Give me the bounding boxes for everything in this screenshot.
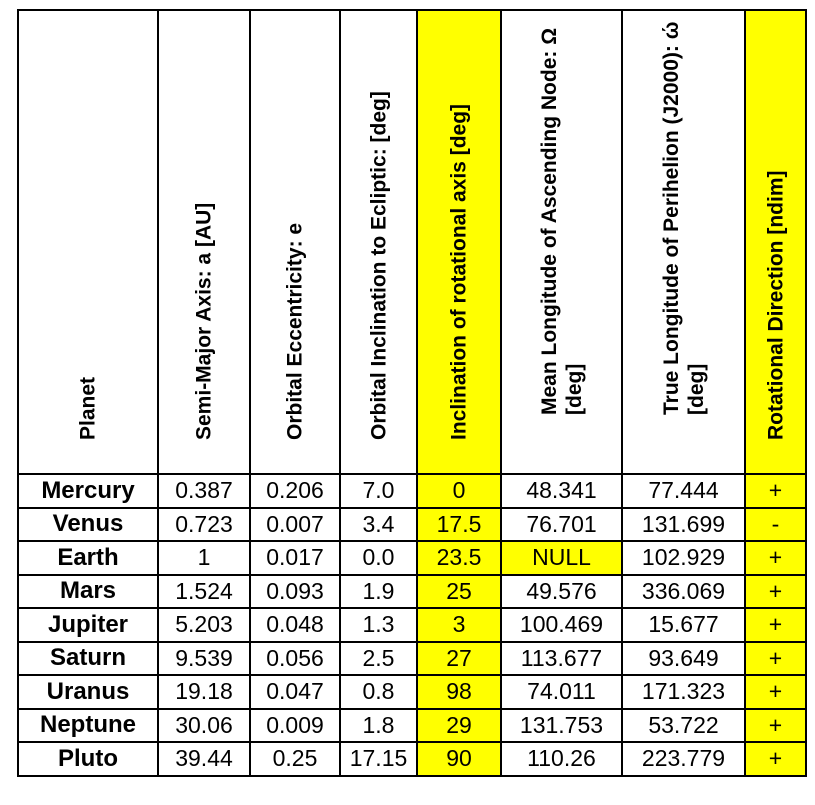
table-row — [18, 508, 806, 542]
cell-eccentricity: 0.009 — [250, 709, 340, 743]
cell-inclination-axis: 17.5 — [417, 508, 501, 542]
cell-planet: Earth — [18, 541, 158, 575]
cell-ascending-node: 76.701 — [501, 508, 622, 542]
cell-inclination-axis: 90 — [417, 742, 501, 776]
cell-ascending-node: 131.753 — [501, 709, 622, 743]
cell-perihelion: 102.929 — [622, 541, 745, 575]
cell-eccentricity: 0.206 — [250, 474, 340, 508]
header-semi-major-axis — [158, 10, 250, 474]
cell-inclination-ecliptic: 17.15 — [340, 742, 417, 776]
table-row — [18, 642, 806, 676]
table-row — [18, 675, 806, 709]
header-planet — [18, 10, 158, 474]
cell-planet: Neptune — [18, 709, 158, 743]
cell-perihelion: 93.649 — [622, 642, 745, 676]
cell-eccentricity: 0.25 — [250, 742, 340, 776]
header-inclination-ecliptic-label: Orbital Inclination to Ecliptic: [deg] — [367, 91, 390, 440]
cell-perihelion: 15.677 — [622, 608, 745, 642]
cell-inclination-ecliptic: 0.8 — [340, 675, 417, 709]
cell-inclination-axis: 0 — [417, 474, 501, 508]
header-inclination-axis — [417, 10, 501, 474]
header-inclination-ecliptic — [340, 10, 417, 474]
cell-planet: Mercury — [18, 474, 158, 508]
cell-semi-major-axis: 30.06 — [158, 709, 250, 743]
cell-inclination-ecliptic: 1.3 — [340, 608, 417, 642]
header-row — [18, 10, 806, 474]
table-row — [18, 709, 806, 743]
cell-planet: Pluto — [18, 742, 158, 776]
cell-inclination-axis: 23.5 — [417, 541, 501, 575]
cell-eccentricity: 0.048 — [250, 608, 340, 642]
cell-ascending-node-null: NULL — [501, 541, 622, 575]
cell-perihelion: 131.699 — [622, 508, 745, 542]
table-row — [18, 742, 806, 776]
planet-data-table — [17, 9, 807, 777]
cell-semi-major-axis: 39.44 — [158, 742, 250, 776]
cell-rotation-direction: - — [745, 508, 806, 542]
header-perihelion-label: True Longitude of Perihelion (J2000): ώ [deg] — [659, 21, 708, 415]
table-row — [18, 474, 806, 508]
cell-planet: Venus — [18, 508, 158, 542]
cell-inclination-ecliptic: 3.4 — [340, 508, 417, 542]
cell-semi-major-axis: 1.524 — [158, 575, 250, 609]
cell-eccentricity: 0.007 — [250, 508, 340, 542]
cell-ascending-node: 49.576 — [501, 575, 622, 609]
cell-planet: Mars — [18, 575, 158, 609]
table-row — [18, 541, 806, 575]
cell-ascending-node: 74.011 — [501, 675, 622, 709]
cell-inclination-ecliptic: 1.8 — [340, 709, 417, 743]
header-ascending-node-label: Mean Longitude of Ascending Node: Ω [deg] — [537, 27, 586, 415]
cell-perihelion: 223.779 — [622, 742, 745, 776]
cell-perihelion: 336.069 — [622, 575, 745, 609]
cell-rotation-direction: + — [745, 575, 806, 609]
cell-rotation-direction: + — [745, 541, 806, 575]
header-eccentricity-label: Orbital Eccentricity: e — [283, 222, 307, 440]
cell-rotation-direction: + — [745, 742, 806, 776]
cell-semi-major-axis: 9.539 — [158, 642, 250, 676]
header-planet-label: Planet — [76, 376, 100, 440]
cell-perihelion: 53.722 — [622, 709, 745, 743]
cell-eccentricity: 0.047 — [250, 675, 340, 709]
cell-ascending-node: 48.341 — [501, 474, 622, 508]
cell-ascending-node: 100.469 — [501, 608, 622, 642]
header-ascending-node — [501, 10, 622, 474]
header-eccentricity — [250, 10, 340, 474]
cell-inclination-axis: 98 — [417, 675, 501, 709]
cell-eccentricity: 0.093 — [250, 575, 340, 609]
cell-perihelion: 171.323 — [622, 675, 745, 709]
cell-inclination-ecliptic: 7.0 — [340, 474, 417, 508]
cell-planet: Jupiter — [18, 608, 158, 642]
cell-perihelion: 77.444 — [622, 474, 745, 508]
cell-rotation-direction: + — [745, 709, 806, 743]
table-row — [18, 575, 806, 609]
cell-semi-major-axis: 0.723 — [158, 508, 250, 542]
cell-inclination-ecliptic: 0.0 — [340, 541, 417, 575]
cell-rotation-direction: + — [745, 675, 806, 709]
cell-semi-major-axis: 0.387 — [158, 474, 250, 508]
cell-inclination-axis: 29 — [417, 709, 501, 743]
cell-semi-major-axis: 5.203 — [158, 608, 250, 642]
cell-inclination-ecliptic: 1.9 — [340, 575, 417, 609]
cell-inclination-axis: 3 — [417, 608, 501, 642]
cell-planet: Uranus — [18, 675, 158, 709]
header-rotation-direction-label: Rotational Direction [ndim] — [764, 170, 787, 440]
header-perihelion — [622, 10, 745, 474]
cell-rotation-direction: + — [745, 642, 806, 676]
table-row — [18, 608, 806, 642]
cell-rotation-direction: + — [745, 608, 806, 642]
cell-eccentricity: 0.056 — [250, 642, 340, 676]
cell-inclination-ecliptic: 2.5 — [340, 642, 417, 676]
cell-semi-major-axis: 1 — [158, 541, 250, 575]
cell-inclination-axis: 25 — [417, 575, 501, 609]
cell-semi-major-axis: 19.18 — [158, 675, 250, 709]
cell-ascending-node: 113.677 — [501, 642, 622, 676]
cell-ascending-node: 110.26 — [501, 742, 622, 776]
cell-eccentricity: 0.017 — [250, 541, 340, 575]
header-rotation-direction — [745, 10, 806, 474]
header-inclination-axis-label: Inclination of rotational axis [deg] — [447, 103, 471, 440]
header-semi-major-axis-label: Semi-Major Axis: a [AU] — [192, 202, 216, 440]
cell-rotation-direction: + — [745, 474, 806, 508]
cell-inclination-axis: 27 — [417, 642, 501, 676]
cell-planet: Saturn — [18, 642, 158, 676]
